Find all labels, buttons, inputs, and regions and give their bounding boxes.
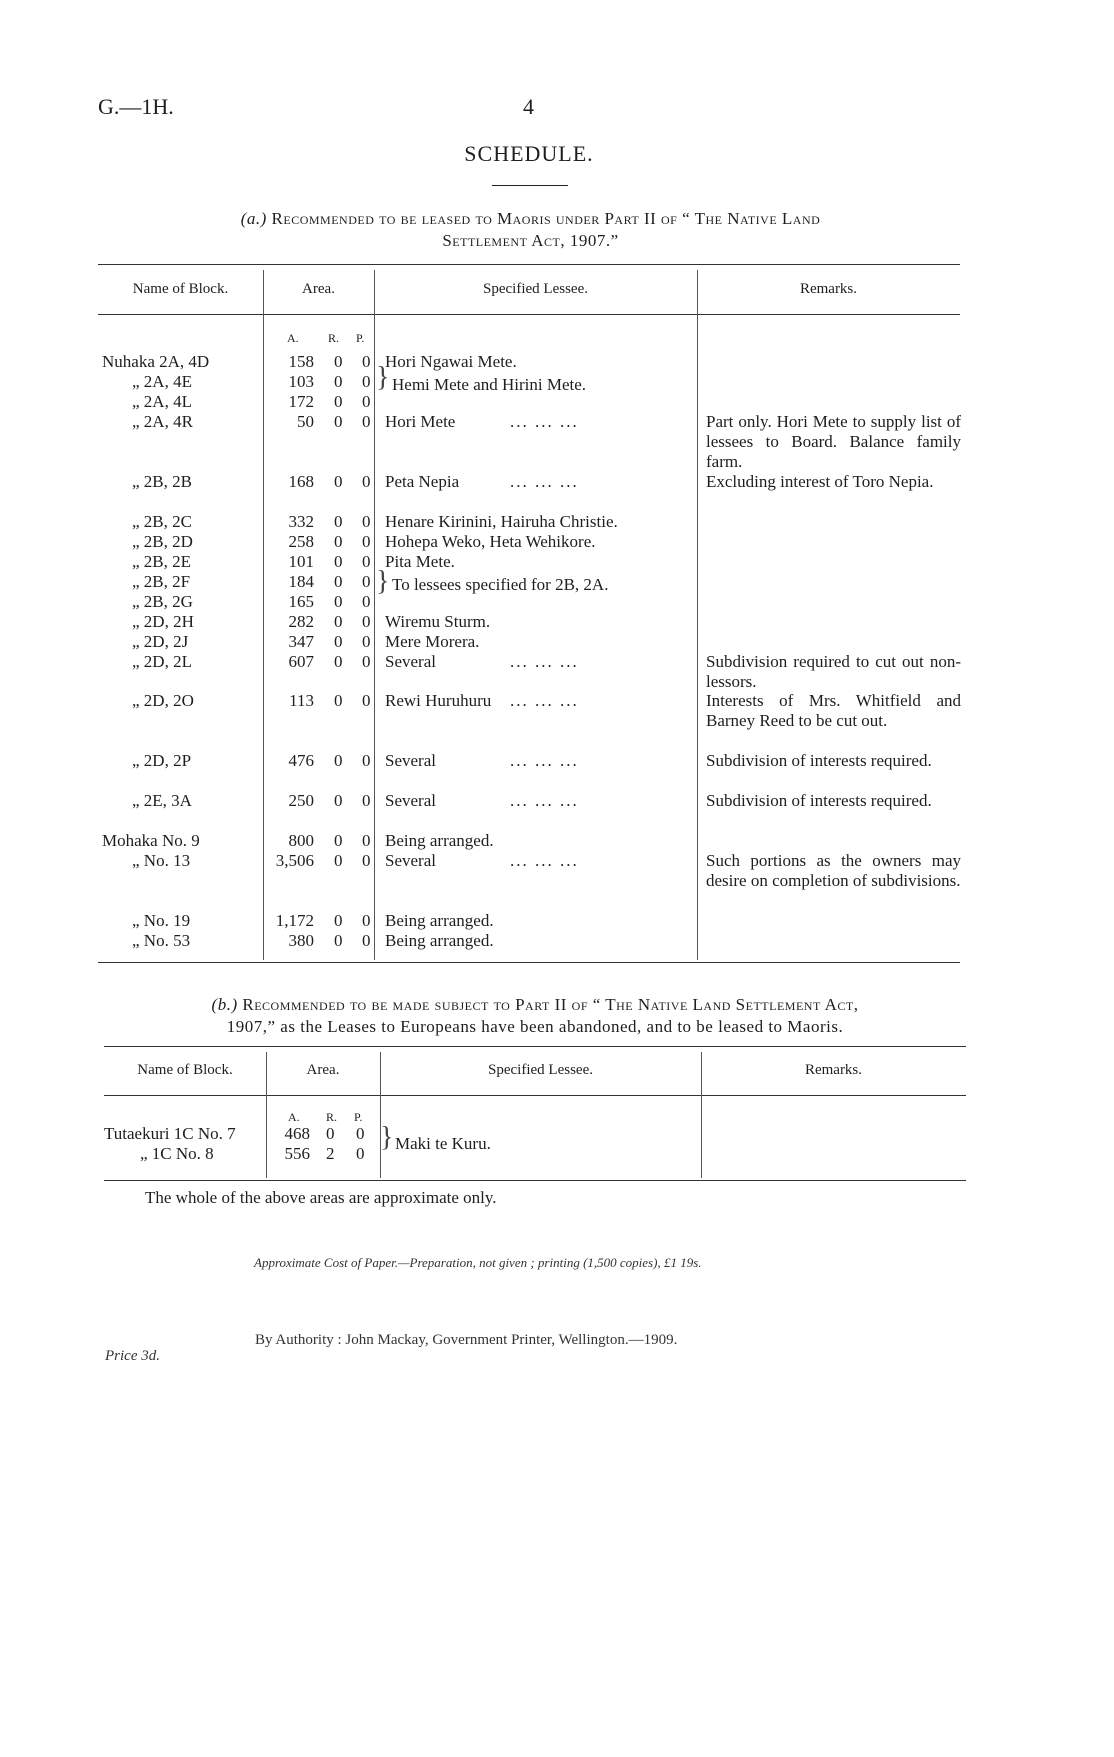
section-b-heading [104, 994, 966, 1038]
table-a-row-19-block: „ No. 19 [132, 911, 191, 930]
table-a-row-6-perches: 0 [362, 512, 371, 531]
table-a-row-13-perches: 0 [362, 652, 371, 671]
table-a-row-6-roods: 0 [334, 512, 343, 531]
table-a-row-5-lessee: Peta Nepia [385, 472, 460, 491]
bracket-lessee-1: Hemi Mete and Hirini Mete. [392, 375, 587, 394]
table-b-unit-acres: A. [288, 1110, 300, 1124]
table-a-row-7-block: „ 2B, 2D [132, 532, 193, 551]
table-a-row-20-roods: 0 [334, 931, 343, 950]
table-a-row-5-acres: 168 [288, 472, 314, 491]
page-title: SCHEDULE. [464, 141, 594, 166]
table-a-row-8-block: „ 2B, 2E [132, 552, 192, 571]
table-a-row-13-lessee: Several [385, 652, 436, 671]
section-a-heading [98, 208, 963, 252]
section-b-label: (b.) [211, 995, 238, 1014]
table-a-row-10-roods: 0 [334, 592, 343, 611]
table-a-row-7-roods: 0 [334, 532, 343, 551]
table-a-top-rule [98, 264, 960, 265]
table-a-row-17-block: Mohaka No. 9 [102, 831, 200, 850]
table-a-row-5-remarks: Excluding interest of Toro Nepia. [706, 472, 934, 491]
table-a-row-9-block: „ 2B, 2F [132, 572, 191, 591]
table-a-row-14-lessee: Rewi Huruhuru [385, 691, 492, 710]
table-b-unit-roods: R. [326, 1110, 338, 1124]
table-a-row-15-lessee: Several [385, 751, 436, 770]
table-a-row-8-lessee: Pita Mete. [385, 552, 455, 571]
table-a-row-13-acres: 607 [288, 652, 314, 671]
table-a-row-6-block: „ 2B, 2C [132, 512, 192, 531]
table-b-header-rule [104, 1095, 966, 1096]
table-a-col-remarks: Remarks. [799, 281, 858, 297]
table-a-row-1-block: Nuhaka 2A, 4D [102, 352, 210, 371]
table-a-col-lessee: Specified Lessee. [483, 281, 588, 297]
page-number: 4 [523, 94, 534, 119]
table-a-row-10-perches: 0 [362, 592, 371, 611]
table-a-divider-3 [697, 270, 698, 960]
table-a-row-1-roods: 0 [334, 352, 343, 371]
table-a-row-11-roods: 0 [334, 612, 343, 631]
table-a-row-16-perches: 0 [362, 791, 371, 810]
table-a-unit-roods: R. [328, 331, 340, 345]
approximation-note: The whole of the above areas are approximate only. [145, 1188, 497, 1207]
table-b-row-1-roods: 0 [326, 1124, 335, 1143]
table-a-row-18-roods: 0 [334, 851, 343, 870]
table-a-row-17-roods: 0 [334, 831, 343, 850]
table-a-row-20-perches: 0 [362, 931, 371, 950]
table-a-row-3-block: „ 2A, 4L [132, 392, 192, 411]
table-a-row-12-acres: 347 [288, 632, 314, 651]
table-a-row-14-acres: 113 [289, 691, 314, 710]
table-a-row-13-remarks: Subdivision required to cut out non-lessors. [706, 652, 961, 691]
table-a-row-3-perches: 0 [362, 392, 371, 411]
table-a-row-18-leader-dots: ... ... ... [510, 851, 579, 870]
bracket-lessee-2: To lessees specified for 2B, 2A. [392, 575, 609, 594]
table-a-row-11-acres: 282 [288, 612, 314, 631]
table-a-row-8-roods: 0 [334, 552, 343, 571]
table-a-row-11-block: „ 2D, 2H [132, 612, 194, 631]
table-a-row-4-lessee: Hori Mete [385, 412, 456, 431]
table-a-row-14-block: „ 2D, 2O [132, 691, 194, 710]
table-a-row-16-acres: 250 [288, 791, 314, 810]
table-b-row-2-roods: 2 [326, 1144, 335, 1163]
table-b-brace: } [380, 1122, 394, 1153]
section-b-text-line2: 1907,” as the Leases to Europeans have been abandoned, and to be leased to Maoris. [226, 1017, 844, 1036]
cost-line: Approximate Cost of Paper.—Preparation, not given ; printing (1,500 copies), £1 19s. [254, 1255, 702, 1270]
table-a-row-17-perches: 0 [362, 831, 371, 850]
section-a-label: (a.) [240, 209, 267, 228]
table-a-row-19-acres: 1,172 [275, 911, 314, 930]
table-a-row-2-perches: 0 [362, 372, 371, 391]
table-a-row-18-remarks: Such portions as the owners may desire on completion of subdivisions. [706, 851, 961, 890]
table-b-col-lessee: Specified Lessee. [488, 1062, 593, 1078]
table-a-row-18-block: „ No. 13 [132, 851, 191, 870]
table-b-row-1-acres: 468 [284, 1124, 310, 1143]
table-a-divider-2 [374, 270, 375, 960]
table-a-row-1-lessee: Hori Ngawai Mete. [385, 352, 517, 371]
table-a-row-14-perches: 0 [362, 691, 371, 710]
section-a-text-line1: Recommended to be leased to Maoris under Part II of “ The Native Land [271, 209, 821, 228]
table-a-row-20-block: „ No. 53 [132, 931, 191, 950]
table-b-col-block: Name of Block. [137, 1062, 233, 1078]
printer-imprint: By Authority : John Mackay, Government Printer, Wellington.—1909. [255, 1332, 678, 1348]
table-a-row-15-leader-dots: ... ... ... [510, 751, 579, 770]
table-a-row-19-roods: 0 [334, 911, 343, 930]
table-a-row-4-block: „ 2A, 4R [132, 412, 193, 431]
table-a-row-18-lessee: Several [385, 851, 436, 870]
table-a-row-10-block: „ 2B, 2G [132, 592, 193, 611]
table-a-row-7-acres: 258 [288, 532, 314, 551]
bracket-brace-2: } [376, 566, 390, 597]
table-a-row-12-roods: 0 [334, 632, 343, 651]
table-a-row-19-lessee: Being arranged. [385, 911, 494, 930]
table-a-row-17-lessee: Being arranged. [385, 831, 494, 850]
table-a-row-16-block: „ 2E, 3A [132, 791, 192, 810]
table-a-header-rule [98, 314, 960, 315]
table-a-row-16-roods: 0 [334, 791, 343, 810]
table-a-row-15-roods: 0 [334, 751, 343, 770]
table-a-row-4-roods: 0 [334, 412, 343, 431]
table-a-row-18-perches: 0 [362, 851, 371, 870]
table-a-row-14-remarks: Interests of Mrs. Whitfield and Barney Reed to be cut out. [706, 691, 961, 730]
table-a-row-15-acres: 476 [288, 751, 314, 770]
table-a-row-18-acres: 3,506 [275, 851, 314, 870]
table-a-row-12-lessee: Mere Morera. [385, 632, 480, 651]
table-a-row-12-block: „ 2D, 2J [132, 632, 189, 651]
table-a-row-9-acres: 184 [288, 572, 314, 591]
table-a-row-10-acres: 165 [288, 592, 314, 611]
table-a-bottom-rule [98, 962, 960, 963]
table-b-bottom-rule [104, 1180, 966, 1181]
table-b-col-area: Area. [306, 1062, 340, 1078]
table-a-row-9-perches: 0 [362, 572, 371, 591]
table-a-row-14-roods: 0 [334, 691, 343, 710]
table-a-row-12-perches: 0 [362, 632, 371, 651]
table-a-row-15-block: „ 2D, 2P [132, 751, 192, 770]
table-a-row-1-perches: 0 [362, 352, 371, 371]
table-b-unit-perches: P. [354, 1110, 363, 1124]
table-a-row-11-lessee: Wiremu Sturm. [385, 612, 491, 631]
table-b-bracket-lessee: Maki te Kuru. [395, 1134, 491, 1153]
table-a-row-16-leader-dots: ... ... ... [510, 791, 579, 810]
table-a-row-15-remarks: Subdivision of interests required. [706, 751, 932, 770]
table-a-col-area: Area. [302, 281, 335, 297]
table-a-row-11-perches: 0 [362, 612, 371, 631]
table-a-row-5-leader-dots: ... ... ... [510, 472, 579, 491]
table-a-row-20-acres: 380 [288, 931, 314, 950]
table-a-row-5-perches: 0 [362, 472, 371, 491]
title-underline [492, 185, 568, 186]
table-a-row-13-leader-dots: ... ... ... [510, 652, 579, 671]
table-a-row-6-lessee: Henare Kirinini, Hairuha Christie. [385, 512, 618, 531]
table-a-row-6-acres: 332 [288, 512, 314, 531]
table-b-top-rule [104, 1046, 966, 1047]
table-a-row-4-leader-dots: ... ... ... [510, 412, 579, 431]
table-a-row-20-lessee: Being arranged. [385, 931, 494, 950]
table-b-row-2-perches: 0 [356, 1144, 365, 1163]
table-a-row-19-perches: 0 [362, 911, 371, 930]
table-a-row-5-roods: 0 [334, 472, 343, 491]
table-a-col-block: Name of Block. [132, 281, 229, 297]
table-b-row-1-block: Tutaekuri 1C No. 7 [104, 1124, 236, 1143]
table-a-row-15-perches: 0 [362, 751, 371, 770]
price-label: Price 3d. [105, 1348, 160, 1364]
table-a-row-3-roods: 0 [334, 392, 343, 411]
table-a-row-14-leader-dots: ... ... ... [510, 691, 579, 710]
table-a-row-13-block: „ 2D, 2L [132, 652, 192, 671]
table-a-row-9-roods: 0 [334, 572, 343, 591]
table-b-row-1-perches: 0 [356, 1124, 365, 1143]
table-a-row-13-roods: 0 [334, 652, 343, 671]
table-a-row-7-perches: 0 [362, 532, 371, 551]
table-a-row-3-acres: 172 [288, 392, 314, 411]
table-a-unit-perches: P. [356, 331, 365, 345]
table-a-row-4-acres: 50 [297, 412, 314, 431]
table-a-unit-acres: A. [287, 331, 299, 345]
table-a-row-4-remarks: Part only. Hori Mete to supply list of lessees to Board. Balance family farm. [706, 412, 961, 471]
table-a-row-7-lessee: Hohepa Weko, Heta Wehikore. [385, 532, 596, 551]
table-a-row-1-acres: 158 [288, 352, 314, 371]
table-b-row-2-block: „ 1C No. 8 [140, 1144, 214, 1163]
table-a-row-4-perches: 0 [362, 412, 371, 431]
table-b-col-remarks: Remarks. [804, 1062, 863, 1078]
section-a-text-line2: Settlement Act, 1907.” [442, 231, 619, 250]
section-b-text-line1: Recommended to be made subject to Part II of “ The Native Land Settlement Act, [242, 995, 859, 1014]
table-a-row-2-block: „ 2A, 4E [132, 372, 192, 391]
bracket-brace-1: } [376, 362, 390, 393]
table-a-row-17-acres: 800 [288, 831, 314, 850]
table-a-row-2-roods: 0 [334, 372, 343, 391]
table-a-row-8-acres: 101 [288, 552, 314, 571]
table-a-row-2-acres: 103 [288, 372, 314, 391]
document-reference: G.—1H. [98, 94, 174, 119]
table-a-row-16-remarks: Subdivision of interests required. [706, 791, 932, 810]
table-a-row-16-lessee: Several [385, 791, 436, 810]
table-b-row-2-acres: 556 [284, 1144, 310, 1163]
table-a-row-8-perches: 0 [362, 552, 371, 571]
table-a-row-5-block: „ 2B, 2B [132, 472, 192, 491]
